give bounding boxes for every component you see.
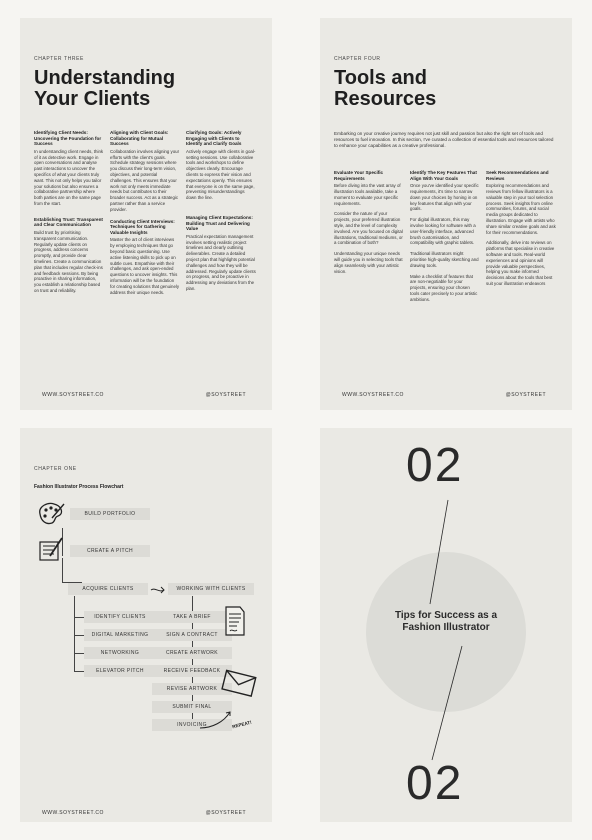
footer-handle: @SOYSTREET	[205, 810, 246, 816]
connector-line	[74, 596, 75, 672]
section-heading: Aligning with Client Goals: Collaborating for Mutual Success	[110, 130, 169, 147]
step-working-with-clients: WORKING WITH CLIENTS	[168, 583, 254, 595]
sub-step-submit-final: SUBMIT FINAL	[152, 701, 232, 713]
arrow-right-icon	[150, 585, 166, 595]
repeat-label: REPEAT!	[231, 719, 253, 730]
page-tools-resources	[320, 18, 572, 410]
column-3	[186, 130, 256, 297]
tips-title: Tips for Success as a Fashion Illustrator	[394, 610, 498, 633]
paragraph: Consider the nature of your projects, your preferred illustration style, and the level of complexity involved. Are you focused on digital illustrations, traditional mediums, or a combination of both?	[334, 211, 403, 246]
section-number-top: 02	[406, 439, 464, 492]
section-body: Master the art of client interviews by employing techniques that go beyond basic questioning. Use active listening skills to pick up on subtle cues. Empathise with their challenges, and ask open-ended questions to uncover insights. This information will be the foundation for creating solutions that genuinely address their unique needs.	[110, 237, 180, 295]
section-body: In understanding client needs, think of it as detective work. Engage in open conversations and analyse past interactions to uncover the specifics of what your clients truly want. This not only helps you tailor your solutions but also ensures a collaborative partnership where both parties are on the same page from the start.	[34, 148, 104, 206]
envelope-icon	[220, 668, 260, 698]
paragraph: Additionally, delve into reviews on platforms that specialise in creative software and tools. Real-world experiences and opinions will provide valuable perspectives, helping you make informed decisions about the tools that best suit your illustration endeavors	[486, 240, 555, 286]
section-heading: Conducting Client Interviews: Techniques for Gathering Valuable Insights	[110, 218, 175, 235]
section-heading: Establishing Trust: Transparent and Clear Communication	[34, 216, 103, 228]
step-acquire-clients: ACQUIRE CLIENTS	[68, 583, 148, 595]
column-3	[486, 170, 556, 292]
step-create-pitch: CREATE A PITCH	[70, 545, 150, 557]
paragraph: Exploring recommendations and reviews from fellow illustrators is a valuable step in your tool selection process. Seek insights from online communities, forums, and social media groups dedicated to illustration. Engage with artists who share similar creative goals and ask for their recommendations.	[486, 183, 556, 235]
sub-step-sign-contract: SIGN A CONTRACT	[152, 629, 232, 641]
paragraph: Traditional illustrators might prioritise high-quality sketching and drawing tools.	[410, 251, 479, 268]
column-2	[110, 130, 180, 300]
repeat-arrow-icon	[198, 710, 234, 732]
title-line-1: Understanding	[34, 67, 176, 89]
chapter-label: CHAPTER ONE	[34, 466, 77, 472]
title-line-2: Your Clients	[34, 88, 151, 110]
palette-icon	[34, 500, 68, 528]
paragraph: Understanding your unique needs will guide you in selecting tools that align seamlessly with your artistic vision.	[334, 251, 403, 274]
page-title	[34, 68, 175, 110]
section-body: Practical expectation management involves setting realistic project timelines and clearly outlining deliverables. Create a detailed project plan that highlights potential challenges and how they will be addressed. Regularly update clients on progress, and be proactive in addressing any deviations from the plan.	[186, 233, 256, 291]
title-line-1: Tools and	[334, 67, 427, 89]
section-body: Actively engage with clients in goal-setting sessions. Use collaborative tools and workshops to define objectives clearly. Encourage clients to express their vision and expectations openly. This ensures that everyone is on the same page, preventing misunderstandings down the line.	[186, 148, 256, 201]
contract-document-icon	[220, 604, 248, 638]
footer-website: WWW.SOYSTREET.CO	[342, 392, 404, 398]
paragraph: Once you've identified your specific requirements, it's time to narrow down your choices by honing in on key features that align with your goals.	[410, 183, 479, 212]
paragraph: Make a checklist of features that are non-negotiable for your projects, ensuring your chosen tools cater precisely to your artistic ambitions.	[410, 273, 478, 302]
chapter-label: CHAPTER THREE	[34, 56, 84, 62]
footer-website: WWW.SOYSTREET.CO	[42, 392, 104, 398]
connector-line	[74, 617, 84, 618]
step-build-portfolio: BUILD PORTFOLIO	[70, 508, 150, 520]
flowchart-title: Fashion Illustrator Process Flowchart	[34, 484, 124, 490]
column-2	[410, 170, 480, 308]
intro-paragraph: Embarking on your creative journey requires not just skill and passion but also the right set of tools and resources to fuel innovation. In this section, I've curated a collection of essential tools and resources tailored to enhance your capabilities as a creative professional.	[334, 131, 554, 149]
connector-line	[62, 558, 63, 582]
section-body: Build trust by prioritising transparent communication. Regularly update clients on progress, address concerns promptly, and provide clear timelines. Create a communication plan that includes regular check-ins and feedback sessions. By being proactive in sharing information, you establish a relationship based on trust and reliability.	[34, 229, 103, 293]
footer-handle: @SOYSTREET	[505, 392, 546, 398]
section-heading: Managing Client Expectations: Building Trust and Delivering Value	[186, 214, 253, 232]
footer-website: WWW.SOYSTREET.CO	[42, 810, 104, 816]
section-number-bottom: 02	[406, 757, 464, 810]
section-heading: Clarifying Goals: Actively Engaging with Clients to Identify and Clarify Goals	[186, 130, 242, 147]
connector-line	[74, 653, 84, 654]
sub-step-digital-marketing: DIGITAL MARKETING	[84, 629, 156, 641]
sub-step-elevator-pitch: ELEVATOR PITCH	[84, 665, 156, 677]
page-process-flowchart	[20, 428, 272, 822]
paragraph: Before diving into the vast array of illustration tools available, take a moment to evaluate your specific requirements.	[334, 183, 401, 206]
page-title	[334, 68, 436, 110]
title-line-2: Resources	[334, 88, 437, 110]
section-heading: Seek Recommendations and Reviews	[486, 170, 549, 181]
sub-step-invoicing: INVOICING	[152, 719, 232, 731]
sub-step-identify-clients: IDENTIFY CLIENTS	[84, 611, 156, 623]
sub-step-take-brief: TAKE A BRIEF	[152, 611, 232, 623]
column-1	[34, 130, 104, 299]
section-heading: Identifying Client Needs: Uncovering the Foundation for Success	[34, 130, 102, 147]
section-body: Collaboration involves aligning your efforts with the client's goals. Schedule strategy sessions where you discuss their long-term vision, objectives, and potential challenges. This ensures that your work not only meets immediate needs but contributes to their broader success. Act as a strategic partner rather than a service provider.	[110, 148, 180, 212]
chapter-label: CHAPTER FOUR	[334, 56, 381, 62]
connector-line	[74, 671, 84, 672]
sub-step-create-artwork: CREATE ARTWORK	[152, 647, 232, 659]
section-heading: Identify The Key Features That Align With Your Goals	[410, 170, 477, 181]
section-heading: Evaluate Your Specific Requirements	[334, 170, 384, 181]
sub-step-receive-feedback: RECEIVE FEEDBACK	[152, 665, 232, 677]
column-1	[334, 170, 404, 279]
sub-step-networking: NETWORKING	[84, 647, 156, 659]
page-tips-divider	[320, 428, 572, 822]
footer-handle: @SOYSTREET	[205, 392, 246, 398]
paragraph: For digital illustrators, this may involve looking for software with a user-friendly interface, advanced brush customisation, and compatibility with graphic tablets.	[410, 217, 476, 246]
sub-step-revise-artwork: REVISE ARTWORK	[152, 683, 232, 695]
connector-line	[74, 635, 84, 636]
page-understanding-clients	[20, 18, 272, 410]
